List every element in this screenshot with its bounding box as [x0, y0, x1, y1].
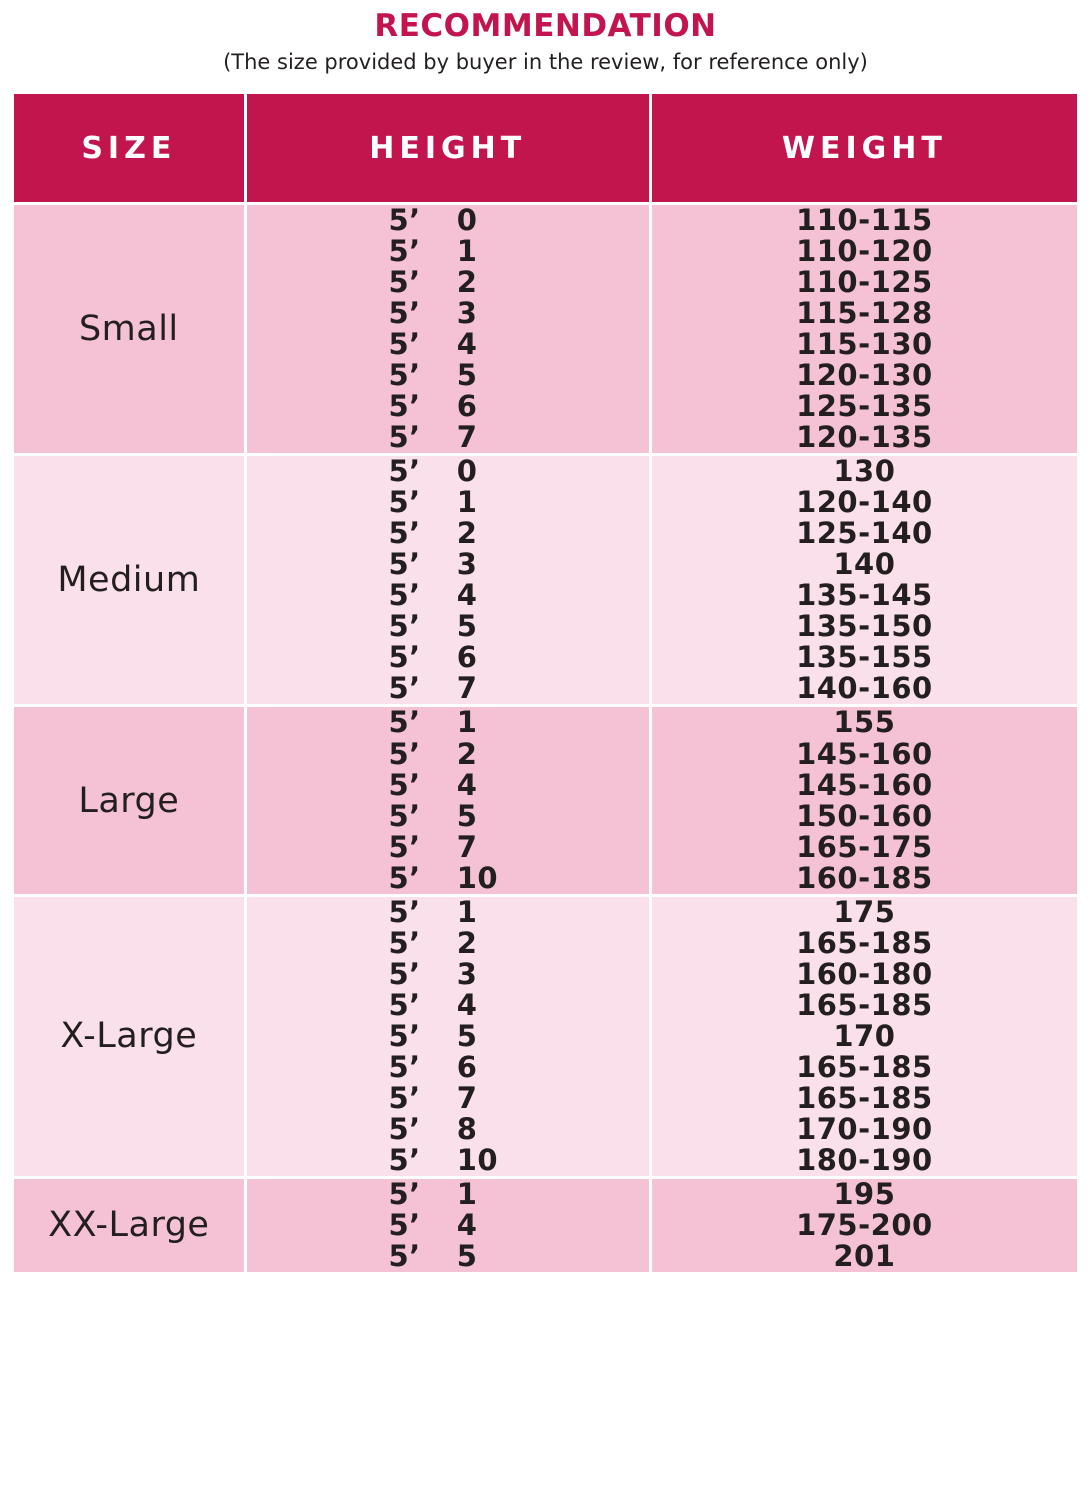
page-title: RECOMMENDATION [374, 8, 717, 44]
height-inches: 1 [456, 1176, 478, 1211]
height-inches: 4 [456, 767, 478, 802]
height-feet: 5’ [388, 578, 421, 613]
height-value [335, 707, 561, 738]
size-label: Small [13, 204, 246, 455]
weight-value: 125-135 [796, 389, 933, 424]
table-row [13, 455, 1079, 706]
size-label: Large [13, 706, 246, 895]
height-value [335, 956, 561, 991]
weight-value: 170 [833, 1018, 896, 1053]
height-feet: 5’ [388, 671, 421, 706]
height-inches: 2 [456, 265, 478, 300]
height-feet: 5’ [388, 860, 421, 895]
weight-value: 120-140 [796, 485, 933, 520]
weight-value: 110-125 [796, 265, 933, 300]
weight-value: 115-130 [796, 327, 933, 362]
column-header-height: HEIGHT [245, 93, 650, 204]
height-value [335, 925, 561, 960]
weight-value: 125-140 [796, 516, 933, 551]
column-header-weight: WEIGHT [650, 93, 1078, 204]
height-feet: 5’ [388, 1080, 421, 1115]
height-value [335, 736, 561, 771]
height-feet: 5’ [388, 203, 421, 238]
weight-stack [652, 707, 1077, 893]
height-inches: 5 [456, 1018, 478, 1053]
height-feet: 5’ [388, 767, 421, 802]
height-value [335, 894, 561, 929]
height-stack [247, 894, 649, 1177]
height-value [335, 829, 561, 864]
height-inches: 7 [456, 829, 478, 864]
table-row [13, 706, 1079, 895]
height-value [335, 487, 561, 518]
height-inches: 7 [456, 420, 478, 455]
height-inches: 2 [456, 925, 478, 960]
column-header-size: SIZE [13, 93, 246, 204]
height-value [335, 236, 561, 267]
weight-value: 160-185 [796, 860, 933, 895]
weight-value: 135-150 [796, 609, 933, 644]
height-list [245, 1177, 650, 1273]
weight-value: 165-175 [796, 829, 933, 864]
height-value [335, 329, 561, 360]
height-feet: 5’ [388, 296, 421, 331]
table-row [13, 895, 1079, 1177]
height-inches: 7 [456, 1080, 478, 1115]
height-feet: 5’ [388, 1049, 421, 1084]
height-feet: 5’ [388, 516, 421, 551]
height-value [335, 1238, 561, 1273]
height-inches: 6 [456, 389, 478, 424]
weight-value: 135-145 [796, 578, 933, 613]
weight-value: 165-185 [796, 925, 933, 960]
height-inches: 1 [456, 705, 478, 740]
height-stack [247, 707, 649, 893]
height-inches: 4 [456, 327, 478, 362]
height-value [335, 518, 561, 549]
size-label: XX-Large [13, 1177, 246, 1273]
weight-value: 180-190 [796, 1142, 933, 1177]
height-value [335, 987, 561, 1022]
height-feet: 5’ [388, 358, 421, 393]
height-feet: 5’ [388, 1018, 421, 1053]
height-feet: 5’ [388, 327, 421, 362]
height-inches: 7 [456, 671, 478, 706]
height-feet: 5’ [388, 894, 421, 929]
height-stack [247, 1176, 649, 1273]
size-label: Medium [13, 455, 246, 706]
height-inches: 3 [456, 296, 478, 331]
height-inches: 0 [456, 203, 478, 238]
height-feet: 5’ [388, 485, 421, 520]
weight-value: 201 [833, 1238, 896, 1273]
height-value [335, 549, 561, 580]
height-feet: 5’ [388, 1238, 421, 1273]
height-value [335, 391, 561, 422]
height-feet: 5’ [388, 389, 421, 424]
height-inches: 6 [456, 1049, 478, 1084]
height-inches: 10 [456, 860, 499, 895]
weight-stack [652, 1176, 1077, 1273]
height-value [335, 580, 561, 611]
height-value [335, 1176, 561, 1211]
height-inches: 2 [456, 736, 478, 771]
height-inches: 5 [456, 358, 478, 393]
table-row [13, 1177, 1079, 1273]
weight-stack [652, 205, 1077, 453]
height-value [335, 642, 561, 673]
height-value [335, 298, 561, 329]
size-label: X-Large [13, 895, 246, 1177]
height-feet: 5’ [388, 987, 421, 1022]
weight-value: 110-115 [796, 203, 933, 238]
height-inches: 2 [456, 516, 478, 551]
height-value [335, 1111, 561, 1146]
weight-value: 170-190 [796, 1111, 933, 1146]
weight-value: 155 [833, 705, 896, 740]
weight-value: 120-135 [796, 420, 933, 455]
height-value [335, 1049, 561, 1084]
height-feet: 5’ [388, 1176, 421, 1211]
height-feet: 5’ [388, 1111, 421, 1146]
weight-list [650, 895, 1078, 1177]
weight-value: 110-120 [796, 234, 933, 269]
height-inches: 5 [456, 609, 478, 644]
height-inches: 8 [456, 1111, 478, 1146]
height-feet: 5’ [388, 420, 421, 455]
weight-stack [652, 894, 1077, 1177]
height-inches: 3 [456, 956, 478, 991]
height-feet: 5’ [388, 956, 421, 991]
height-value [335, 456, 561, 487]
height-inches: 1 [456, 485, 478, 520]
height-value [335, 1207, 561, 1242]
weight-value: 120-130 [796, 358, 933, 393]
weight-list [650, 1177, 1078, 1273]
height-feet: 5’ [388, 547, 421, 582]
size-chart-page [0, 9, 1091, 1509]
height-feet: 5’ [388, 1142, 421, 1177]
weight-value: 140 [833, 547, 896, 582]
height-value [335, 1018, 561, 1053]
table-row [13, 204, 1079, 455]
height-feet: 5’ [388, 705, 421, 740]
weight-value: 175 [833, 894, 896, 929]
weight-list [650, 706, 1078, 895]
height-value [335, 422, 561, 453]
height-stack [247, 205, 649, 453]
height-feet: 5’ [388, 234, 421, 269]
weight-value: 150-160 [796, 798, 933, 833]
height-inches: 4 [456, 578, 478, 613]
weight-value: 145-160 [796, 736, 933, 771]
weight-list [650, 455, 1078, 706]
height-value [335, 611, 561, 642]
height-feet: 5’ [388, 1207, 421, 1242]
weight-value: 175-200 [796, 1207, 933, 1242]
height-value [335, 860, 561, 895]
height-list [245, 455, 650, 706]
height-inches: 6 [456, 640, 478, 675]
height-feet: 5’ [388, 454, 421, 489]
weight-list [650, 204, 1078, 455]
height-inches: 1 [456, 894, 478, 929]
height-stack [247, 456, 649, 704]
height-inches: 1 [456, 234, 478, 269]
page-subtitle: (The size provided by buyer in the review, for reference only) [223, 50, 868, 75]
height-list [245, 706, 650, 895]
height-feet: 5’ [388, 265, 421, 300]
height-inches: 3 [456, 547, 478, 582]
height-inches: 4 [456, 1207, 478, 1242]
height-value [335, 360, 561, 391]
header-row [13, 93, 1079, 204]
height-value [335, 673, 561, 704]
height-feet: 5’ [388, 640, 421, 675]
height-value [335, 205, 561, 236]
height-inches: 4 [456, 987, 478, 1022]
height-feet: 5’ [388, 798, 421, 833]
weight-value: 160-180 [796, 956, 933, 991]
size-recommendation-table [11, 91, 1080, 1275]
height-feet: 5’ [388, 925, 421, 960]
weight-value: 145-160 [796, 767, 933, 802]
height-feet: 5’ [388, 736, 421, 771]
weight-value: 165-185 [796, 1080, 933, 1115]
weight-value: 130 [833, 454, 896, 489]
height-list [245, 204, 650, 455]
height-value [335, 267, 561, 298]
weight-value: 165-185 [796, 1049, 933, 1084]
table-header [13, 93, 1079, 204]
weight-value: 140-160 [796, 671, 933, 706]
weight-stack [652, 456, 1077, 704]
weight-value: 165-185 [796, 987, 933, 1022]
height-value [335, 767, 561, 802]
height-inches: 10 [456, 1142, 499, 1177]
height-list [245, 895, 650, 1177]
height-feet: 5’ [388, 609, 421, 644]
height-value [335, 1142, 561, 1177]
height-inches: 5 [456, 1238, 478, 1273]
weight-value: 115-128 [796, 296, 933, 331]
height-feet: 5’ [388, 829, 421, 864]
height-inches: 5 [456, 798, 478, 833]
height-value [335, 1080, 561, 1115]
weight-value: 135-155 [796, 640, 933, 675]
height-inches: 0 [456, 454, 478, 489]
table-body [13, 204, 1079, 1274]
weight-value: 195 [833, 1176, 896, 1211]
height-value [335, 798, 561, 833]
